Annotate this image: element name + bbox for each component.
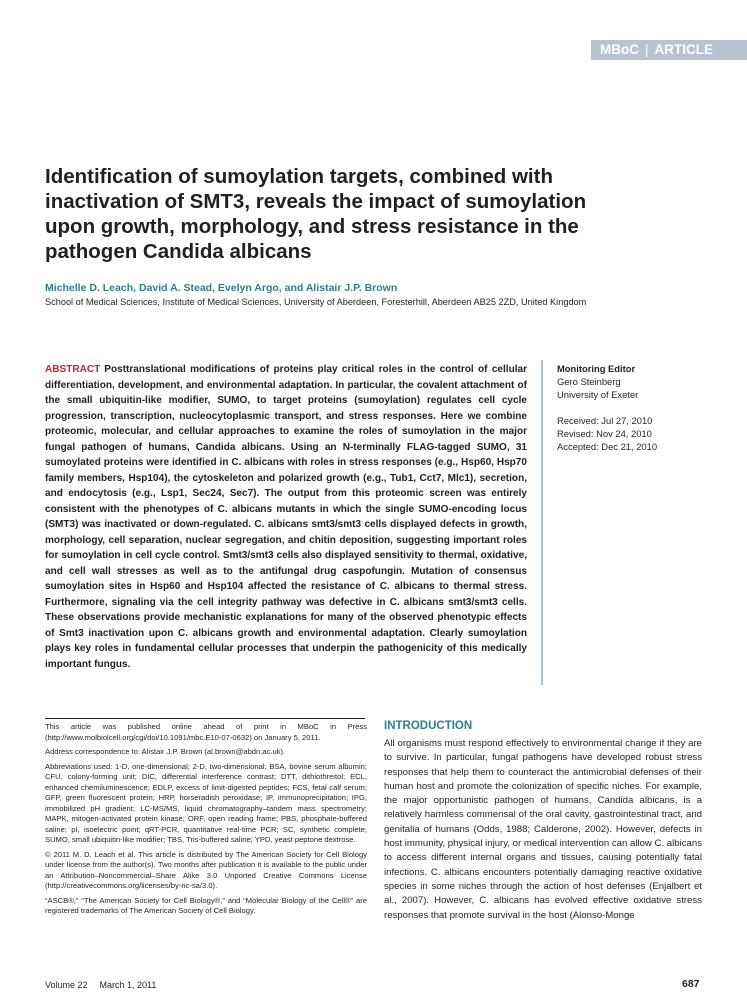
abstract-text: Posttranslational modifications of proteins play critical roles in the control of cellular differentiation, development, and environmental adaptation. In particular, the covalent attachment of the small ubiquitin-like modifier, SUMO, to target proteins (sumoylation) regulates cell cycle progression, transcription, nucleocytoplasmic transport, and stress responses. Here we combine proteomic, molecular, and cellular approaches to examine the roles of sumoylation in the major fungal pathogen of humans, Candida albicans. Using an N-terminally FLAG-tagged SUMO, 31 sumoylated proteins were identified in C. albicans with roles in stress responses (e.g., Hsp60, Hsp70 family members, Hsp104), the cytoskeleton and polarized growth (e.g., Tub1, Cct7, Mlc1), secretion, and endocytosis (e.g., Lsp1, Sec24, Sec7). The output from this proteomic screen was entirely consistent with the phenotypes of C. albicans mutants in which the single SUMO-encoding locus (SMT3) was inactivated or down-regulated. C. albicans smt3/smt3 cells displayed defects in growth, morphology, cell separation, nuclear segregation, and chitin deposition, suggesting important roles for sumoylation in cell cycle control. Smt3/smt3 cells also displayed sensitivity to thermal, oxidative, and cell wall stresses as well as to the antifungal drug caspofungin. Mutation of consensus sumoylation sites in Hsp60 and Hsp104 affected the resistance of C. albicans to thermal stress. Furthermore, signaling via the cell integrity pathway was defective in C. albicans smt3/smt3 cells. These observations provide mechanistic explanations for many of the observed phenotypic effects of Smt3 inactivation upon C. albicans growth and environmental adaptation. Clearly sumoylation plays key roles in fundamental cellular processes that underpin the pathogenicity of this medically important fungus. xyxy=(45,364,527,670)
date-accepted: Accepted: Dec 21, 2010 xyxy=(557,441,658,452)
author-affiliation: School of Medical Sciences, Institute of Medical Sciences, University of Aberdeen, Foresterhill, Aberdeen AB25 2ZD, United Kingdom xyxy=(45,297,587,307)
editorial-info xyxy=(557,362,737,453)
correspondence-note: Address correspondence to: Alistair J.P. Brown (al.brown@abdn.ac.uk). xyxy=(45,747,286,756)
monitoring-editor-affiliation: University of Exeter xyxy=(557,389,639,400)
volume-label: Volume 22 xyxy=(45,980,88,990)
abstract-label: ABSTRACT xyxy=(45,364,101,375)
abstract-divider xyxy=(541,360,543,685)
abbreviations-note: Abbreviations used: 1-D, one-dimensional; 2-D, two-dimensional; BSA, bovine serum albumin; CFU, colony-forming unit; DIC, differential interference contrast; DTT, dithiothreitol; ECL, enhanced chemiluminescence; EDLP, excess of limit-digested peptides; FCS, fetal calf serum; GFP, green fluorescent protein; HRP, horseradish peroxidase; IP, immunoprecipitation; IPG, immobilized pH gradient; LC-MS/MS, liquid chromatography–tandem mass spectrometry; MAPK, mitogen-activated protein kinase; ORF, open reading frame; PBS, phosphate-buffered saline; pI, isoelectric point; qRT-PCR, quantitative real-time PCR; SC, synthetic complete; SUMO, small ubiquitin-like modifier; TBS, Tris-buffered saline; YPD, yeast peptone dextrose. xyxy=(45,761,367,844)
introduction-heading: INTRODUCTION xyxy=(384,720,473,732)
abstract xyxy=(45,362,527,672)
page-number: 687 xyxy=(682,978,700,990)
section-label: ARTICLE xyxy=(654,42,714,57)
monitoring-editor-label: Monitoring Editor xyxy=(557,363,636,374)
date-revised: Revised: Nov 24, 2010 xyxy=(557,428,652,439)
article-type-label xyxy=(600,42,713,57)
introduction-text: All organisms must respond effectively to environmental change if they are to survive. In particular, fungal pathogens have developed robust stress responses that help them to counteract the antimicrobial defenses of their human host and promote the colonization of specific niches. For example, the major opportunistic pathogen of humans, Candida albicans, is a relatively harmless commensal of the oral cavity, gastrointestinal tract, and genitalia of humans (Odds, 1988; Calderone, 2002). However, defects in host immunity, physical injury, or medical intervention can allow C. albicans to access different internal organs and tissues, causing potentially fatal infections. C. albicans encounters potentially damaging reactive oxidative species in some niches through the action of host defenses (Enjalbert et al., 2007). However, C. albicans has evolved effective oxidative stress responses that promote survival in the host (Alonso-Monge xyxy=(384,738,702,921)
author-list: Michelle D. Leach, David A. Stead, Evelyn Argo, and Alistair J.P. Brown xyxy=(45,282,398,294)
trademark-note: “ASCB®,” “The American Society for Cell Biology®,” and “Molecular Biology of the Cell®” are registered trademarks of The American Society of Cell Biology. xyxy=(45,895,367,915)
copyright-note: © 2011 M. D. Leach et al. This article is distributed by The American Society for Cell Biology under license from the author(s). Two months after publication it is available to the public under an Attribution–Noncommercial–Share Alike 3.0 Unported Creative Commons License (http://creativecommons.org/licenses/by-nc-sa/3.0). xyxy=(45,849,367,890)
publication-note: This article was published online ahead of print in MBoC in Press (http://www.molbiolcell.org/cgi/doi/10.1091/mbc.E10-07-0632) on January 5, 2011. xyxy=(45,722,367,742)
header-separator: | xyxy=(645,42,649,57)
date-received: Received: Jul 27, 2010 xyxy=(557,415,653,426)
footnote-divider xyxy=(45,718,365,719)
footer-issue xyxy=(45,980,156,990)
footnotes xyxy=(45,722,367,921)
issue-date: March 1, 2011 xyxy=(99,980,157,990)
monitoring-editor-name: Gero Steinberg xyxy=(557,376,621,387)
article-title: Identification of sumoylation targets, combined with inactivation of SMT3, reveals the impact of sumoylation upon growth, morphology, and stress resistance in the pathogen Candida albicans xyxy=(45,165,587,263)
journal-name: MBoC xyxy=(600,42,639,57)
